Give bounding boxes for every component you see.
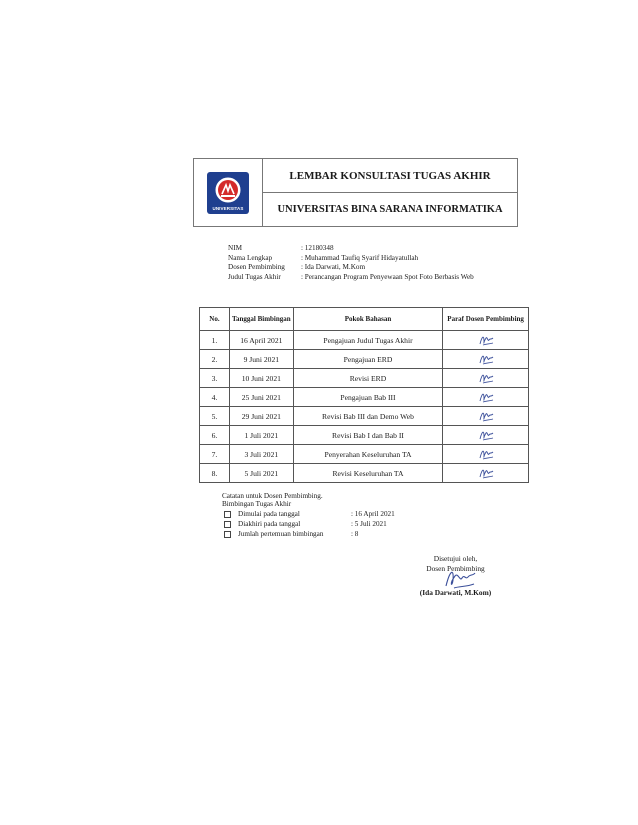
row-no: 5. bbox=[200, 407, 230, 426]
logo-label: UNIVERSITAS bbox=[212, 205, 244, 211]
document-title: LEMBAR KONSULTASI TUGAS AKHIR bbox=[263, 159, 517, 193]
initials-signature-icon bbox=[477, 352, 495, 366]
note-label: Jumlah pertemuan bimbingan bbox=[238, 530, 324, 538]
row-topic: Revisi Bab III dan Demo Web bbox=[293, 407, 442, 426]
note-label: Diakhiri pada tanggal bbox=[238, 520, 301, 528]
row-date: 25 Juni 2021 bbox=[229, 388, 293, 407]
table-row bbox=[200, 445, 529, 464]
note-value: : 5 Juli 2021 bbox=[351, 520, 387, 528]
row-topic: Revisi ERD bbox=[293, 369, 442, 388]
header-date: Tanggal Bimbingan bbox=[229, 308, 293, 331]
row-signature bbox=[443, 445, 529, 464]
info-row bbox=[228, 244, 491, 254]
initials-signature-icon bbox=[477, 466, 495, 480]
document-header bbox=[193, 158, 518, 227]
info-label: NIM bbox=[228, 244, 242, 252]
row-no: 4. bbox=[200, 388, 230, 407]
initials-signature-icon bbox=[477, 371, 495, 385]
table-row bbox=[200, 407, 529, 426]
row-signature bbox=[443, 407, 529, 426]
row-date: 5 Juli 2021 bbox=[229, 464, 293, 483]
initials-signature-icon bbox=[477, 447, 495, 461]
student-info bbox=[228, 244, 491, 282]
approval-line1: Disetujui oleh, bbox=[433, 554, 478, 563]
row-signature bbox=[443, 369, 529, 388]
notes-heading: Catatan untuk Dosen Pembimbing. bbox=[222, 492, 323, 500]
row-signature bbox=[443, 331, 529, 350]
approval-line2: Dosen Pembimbing bbox=[426, 564, 485, 573]
signature-icon bbox=[440, 566, 480, 592]
header-topic: Pokok Bahasan bbox=[293, 308, 442, 331]
table-row bbox=[200, 331, 529, 350]
row-date: 10 Juni 2021 bbox=[229, 369, 293, 388]
header-sign: Paraf Dosen Pembimbing bbox=[443, 308, 529, 331]
header-no: No. bbox=[200, 308, 230, 331]
initials-signature-icon bbox=[477, 333, 495, 347]
note-row bbox=[222, 529, 395, 539]
row-signature bbox=[443, 388, 529, 407]
table-header-row bbox=[200, 308, 529, 331]
row-signature bbox=[443, 464, 529, 483]
note-row bbox=[222, 519, 395, 529]
info-value: : Muhammad Taufiq Syarif Hidayatullah bbox=[301, 253, 419, 262]
checkbox-icon bbox=[224, 511, 231, 518]
row-no: 8. bbox=[200, 464, 230, 483]
info-label: Dosen Pembimbing bbox=[228, 263, 285, 272]
info-value: : Ida Darwati, M.Kom bbox=[301, 263, 366, 272]
approval-block bbox=[398, 554, 513, 598]
info-value: : Perancangan Program Penyewaan Spot Foto Berbasis Web bbox=[301, 272, 474, 281]
note-label: Dimulai pada tanggal bbox=[238, 510, 300, 518]
initials-signature-icon bbox=[477, 409, 495, 423]
row-topic: Pengajuan ERD bbox=[293, 350, 442, 369]
info-row bbox=[228, 263, 491, 273]
info-label: Nama Lengkap bbox=[228, 253, 273, 262]
info-row bbox=[228, 273, 491, 283]
table-row bbox=[200, 464, 529, 483]
logo-emblem-icon bbox=[213, 175, 243, 205]
info-label: Judul Tugas Akhir bbox=[228, 272, 281, 281]
note-row bbox=[222, 509, 395, 519]
row-date: 3 Juli 2021 bbox=[229, 445, 293, 464]
row-topic: Revisi Keseluruhan TA bbox=[293, 464, 442, 483]
initials-signature-icon bbox=[477, 428, 495, 442]
row-no: 1. bbox=[200, 331, 230, 350]
university-logo bbox=[207, 172, 249, 214]
title-cell bbox=[263, 159, 517, 226]
notes-subheading: Bimbingan Tugas Akhir bbox=[222, 500, 292, 508]
row-topic: Penyerahan Keseluruhan TA bbox=[293, 445, 442, 464]
university-name: UNIVERSITAS BINA SARANA INFORMATIKA bbox=[277, 204, 503, 215]
row-signature bbox=[443, 426, 529, 445]
row-no: 6. bbox=[200, 426, 230, 445]
table-row bbox=[200, 369, 529, 388]
row-no: 3. bbox=[200, 369, 230, 388]
info-value: : 12180348 bbox=[301, 244, 334, 252]
table-row bbox=[200, 388, 529, 407]
note-value: : 16 April 2021 bbox=[351, 510, 395, 518]
table-row bbox=[200, 426, 529, 445]
checkbox-icon bbox=[224, 531, 231, 538]
row-no: 2. bbox=[200, 350, 230, 369]
row-date: 29 Juni 2021 bbox=[229, 407, 293, 426]
initials-signature-icon bbox=[477, 390, 495, 404]
info-row bbox=[228, 254, 491, 264]
consultation-table bbox=[199, 307, 529, 483]
table-row bbox=[200, 350, 529, 369]
row-no: 7. bbox=[200, 445, 230, 464]
checkbox-icon bbox=[224, 521, 231, 528]
row-date: 16 April 2021 bbox=[229, 331, 293, 350]
note-value: : 8 bbox=[351, 530, 359, 538]
supervisor-notes bbox=[222, 491, 395, 539]
row-topic: Revisi Bab I dan Bab II bbox=[293, 426, 442, 445]
row-topic: Pengajuan Bab III bbox=[293, 388, 442, 407]
row-signature bbox=[443, 350, 529, 369]
row-topic: Pengajuan Judul Tugas Akhir bbox=[293, 331, 442, 350]
logo-cell bbox=[194, 159, 263, 226]
row-date: 9 Juni 2021 bbox=[229, 350, 293, 369]
approver-name: (Ida Darwati, M.Kom) bbox=[419, 588, 492, 597]
row-date: 1 Juli 2021 bbox=[229, 426, 293, 445]
